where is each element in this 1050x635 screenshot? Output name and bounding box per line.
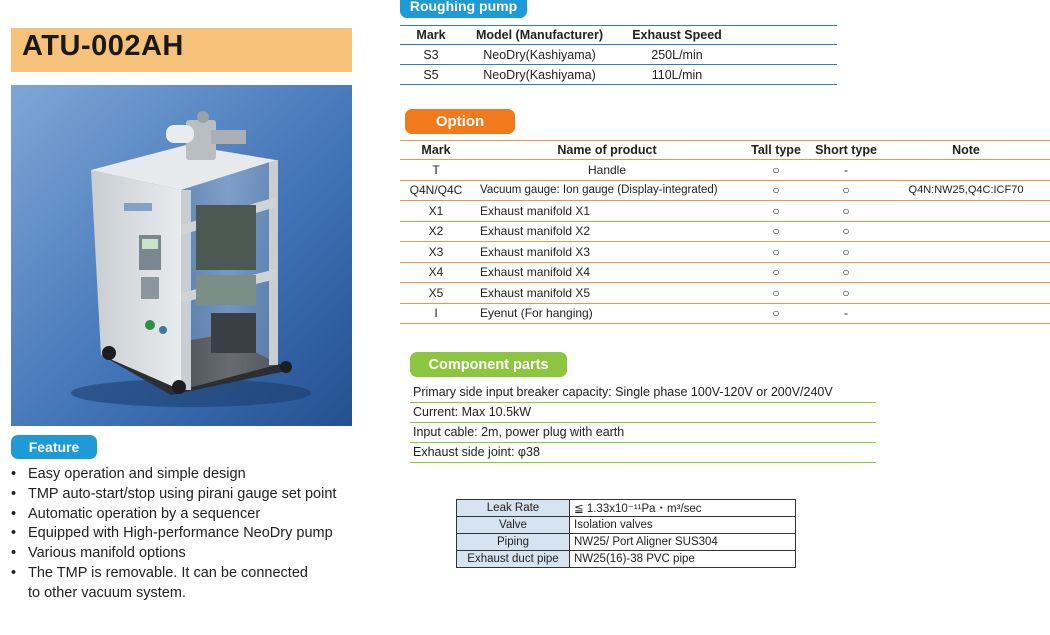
spec-value: ≦ 1.33x10⁻¹¹Pa・m³/sec [570, 500, 796, 517]
cell-short: - [844, 162, 848, 177]
component-item: Current: Max 10.5kW [410, 403, 876, 423]
column-header: Mark [416, 28, 446, 42]
cell-mark: X4 [428, 265, 444, 280]
cell-product: Exhaust manifold X1 [480, 203, 591, 218]
component-parts-list [410, 383, 876, 463]
feature-label: Feature [11, 435, 97, 459]
spec-value: Isolation valves [570, 517, 796, 534]
feature-item: • Automatic operation by a sequencer [11, 505, 371, 525]
cell-mark: X5 [428, 285, 444, 300]
spec-row [457, 534, 796, 551]
cell-short: - [844, 306, 848, 321]
cell-note [882, 160, 1050, 181]
component-item: Input cable: 2m, power plug with earth [410, 423, 876, 443]
cell-model: NeoDry(Kashiyama) [483, 47, 596, 62]
cell-tall: ○ [772, 162, 780, 177]
cell-speed: 110L/min [651, 67, 703, 82]
cell-note [882, 242, 1050, 263]
cell-note [882, 262, 1050, 283]
table-row [400, 160, 1050, 181]
cell-product: Exhaust manifold X4 [480, 265, 591, 280]
table-row [400, 45, 837, 65]
column-header: Model (Manufacturer) [475, 28, 604, 42]
spec-key: Leak Rate [457, 500, 570, 517]
cell-tall: ○ [772, 224, 780, 239]
feature-list [11, 465, 371, 604]
spec-row [457, 500, 796, 517]
option-table [400, 140, 1050, 324]
spec-value: NW25(16)-38 PVC pipe [570, 551, 796, 568]
cell-note: Q4N:NW25,Q4C:ICF70 [908, 184, 1024, 197]
component-parts-label: Component parts [410, 352, 567, 377]
cell-product: Exhaust manifold X2 [480, 224, 591, 239]
column-header: Name of product [557, 143, 657, 157]
cell-short: ○ [842, 183, 850, 198]
cell-short: ○ [842, 224, 850, 239]
cell-product: Exhaust manifold X3 [480, 244, 591, 259]
product-photo [11, 85, 352, 426]
cell-note [882, 201, 1050, 222]
table-row [400, 221, 1050, 242]
column-header: Short type [815, 143, 877, 157]
column-header: Exhaust Speed [632, 28, 722, 42]
cell-mark: I [434, 306, 438, 321]
cell-short: ○ [842, 285, 850, 300]
cell-mark: S5 [423, 67, 439, 82]
table-row [400, 262, 1050, 283]
cell-product: Eyenut (For hanging) [480, 306, 593, 321]
feature-item: • Equipped with High-performance NeoDry pump [11, 524, 371, 544]
product-title: ATU-002AH [22, 30, 184, 62]
spec-key: Valve [457, 517, 570, 534]
spec-key: Exhaust duct pipe [457, 551, 570, 568]
cell-mark: X3 [428, 244, 444, 259]
cell-note [882, 303, 1050, 324]
roughing-pump-label: Roughing pump [400, 0, 527, 18]
option-label: Option [405, 109, 515, 134]
cell-mark: X2 [428, 224, 444, 239]
cell-mark: T [432, 162, 440, 177]
cell-tall: ○ [772, 285, 780, 300]
spec-table [456, 499, 796, 568]
feature-item: • Various manifold options [11, 544, 371, 564]
feature-item-continued: to other vacuum system. [28, 584, 186, 601]
cell-product: Vacuum gauge: Ion gauge (Display-integrated) [480, 184, 718, 197]
cell-mark: X1 [428, 203, 444, 218]
table-row [400, 242, 1050, 263]
cell-tall: ○ [772, 265, 780, 280]
cell-model: NeoDry(Kashiyama) [483, 67, 596, 82]
table-row [400, 283, 1050, 304]
table-row [400, 65, 837, 85]
spec-row [457, 551, 796, 568]
spec-row [457, 517, 796, 534]
cell-note [882, 221, 1050, 242]
table-header-row [400, 26, 837, 45]
component-item: Exhaust side joint: φ38 [410, 443, 876, 463]
cell-short: ○ [842, 244, 850, 259]
cell-mark: Q4N/Q4C [409, 183, 463, 198]
roughing-pump-table [400, 25, 837, 85]
component-item: Primary side input breaker capacity: Single phase 100V-120V or 200V/240V [410, 383, 876, 403]
cell-short: ○ [842, 203, 850, 218]
cell-product: Exhaust manifold X5 [480, 285, 591, 300]
table-row [400, 180, 1050, 201]
table-row [400, 201, 1050, 222]
column-header: Note [952, 143, 980, 157]
cell-tall: ○ [772, 203, 780, 218]
table-header-row [400, 141, 1050, 160]
cell-speed: 250L/min [651, 47, 703, 62]
feature-item: • TMP auto-start/stop using pirani gauge set point [11, 485, 371, 505]
cell-short: ○ [842, 265, 850, 280]
feature-item: • Easy operation and simple design [11, 465, 371, 485]
cell-tall: ○ [772, 306, 780, 321]
cell-product: Handle [587, 162, 627, 177]
cell-note [882, 283, 1050, 304]
column-header: Tall type [751, 143, 801, 157]
spec-value: NW25/ Port Aligner SUS304 [570, 534, 796, 551]
feature-item: • The TMP is removable. It can be connected [11, 564, 371, 584]
spec-key: Piping [457, 534, 570, 551]
cell-tall: ○ [772, 244, 780, 259]
cell-tall: ○ [772, 183, 780, 198]
cell-mark: S3 [423, 47, 439, 62]
column-header: Mark [421, 143, 451, 157]
table-row [400, 303, 1050, 324]
